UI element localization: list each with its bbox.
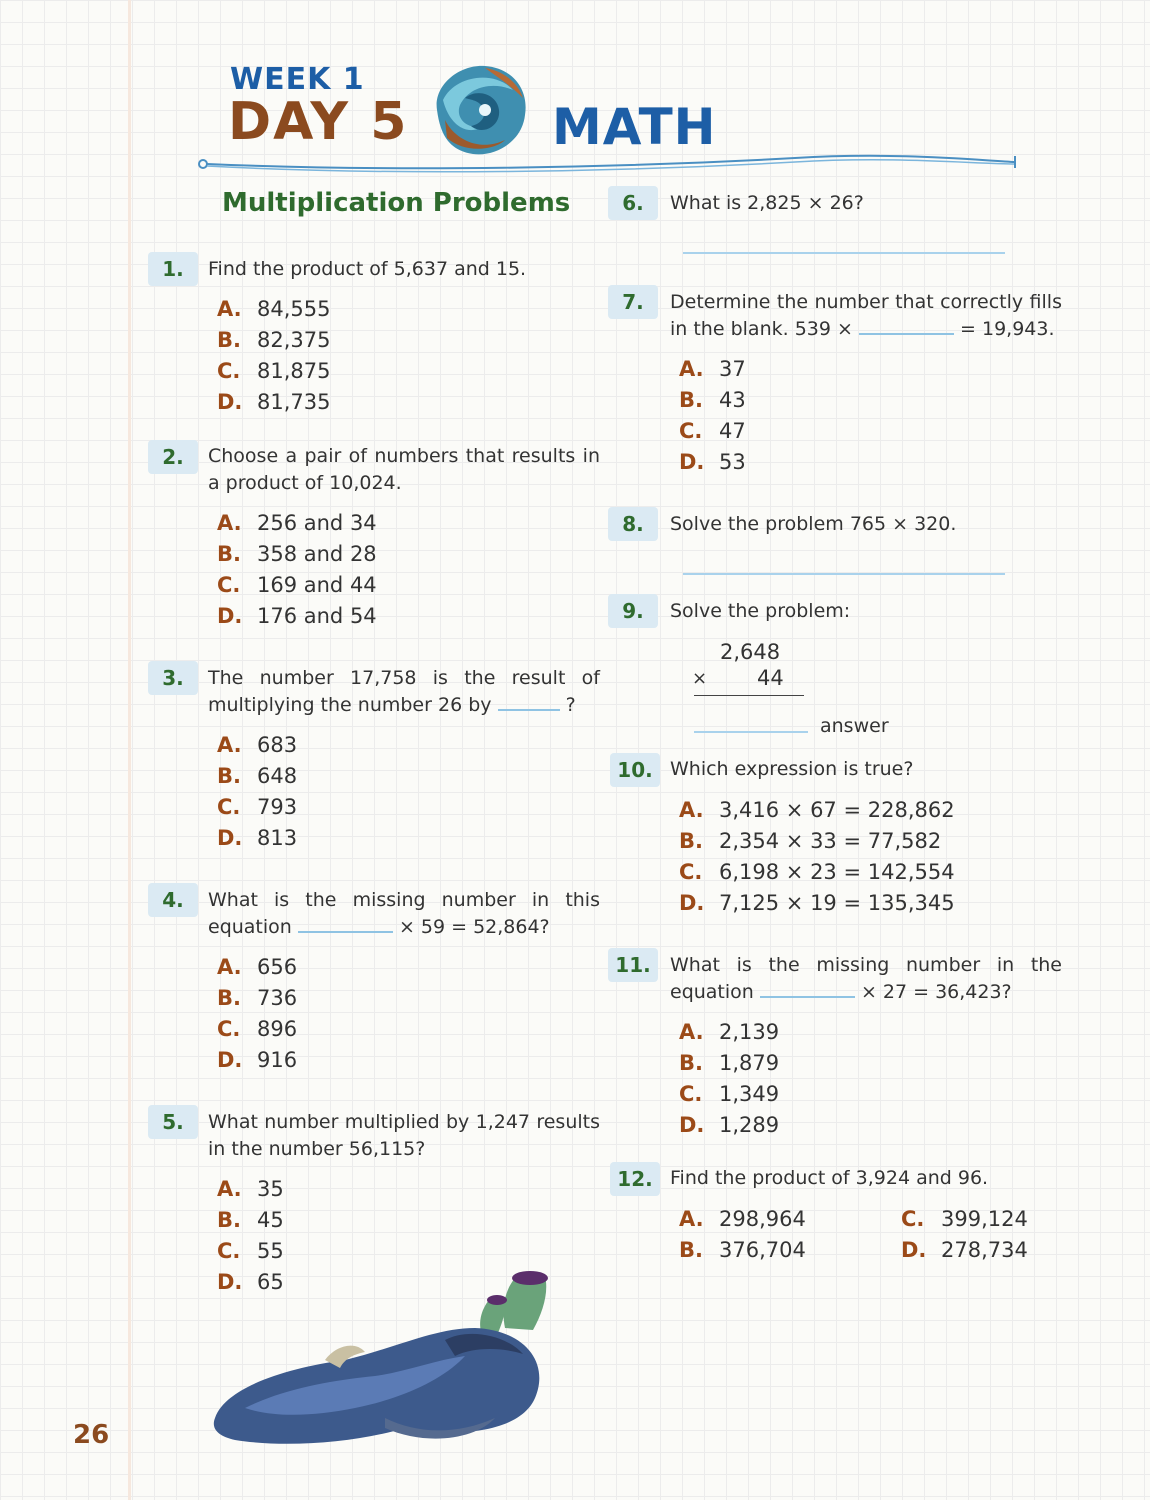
question-11-line1: What is the missing number in the	[670, 954, 1062, 976]
q2-option-a[interactable]	[217, 511, 377, 535]
option-value: 916	[257, 1048, 298, 1072]
q4-option-a[interactable]	[217, 955, 297, 979]
option-value: 7,125 × 19 = 135,345	[719, 891, 955, 915]
answer-line[interactable]	[683, 573, 1005, 575]
option-value: 278,734	[941, 1238, 1028, 1262]
option-letter: B.	[679, 1051, 703, 1075]
question-6-text: What is 2,825 × 26?	[670, 192, 864, 214]
q11-option-d[interactable]	[679, 1113, 779, 1137]
q9-answer-blank[interactable]	[694, 731, 808, 733]
option-value: 176 and 54	[257, 604, 377, 628]
q5-option-c[interactable]	[217, 1239, 284, 1263]
q7-option-b[interactable]	[679, 388, 746, 412]
question-7-line2-end: = 19,943.	[960, 318, 1055, 340]
q4-option-c[interactable]	[217, 1017, 297, 1041]
answer-blank[interactable]	[298, 931, 393, 933]
q12-option-d[interactable]	[901, 1238, 1028, 1262]
option-letter: C.	[901, 1207, 925, 1231]
answer-blank[interactable]	[760, 996, 855, 998]
option-letter: C.	[217, 1239, 241, 1263]
q11-option-b[interactable]	[679, 1051, 779, 1075]
option-letter: C.	[679, 1082, 703, 1106]
option-letter: B.	[679, 388, 703, 412]
option-value: 3,416 × 67 = 228,862	[719, 798, 955, 822]
option-letter: D.	[901, 1238, 927, 1262]
question-number-8: 8.	[608, 507, 658, 541]
q12-option-c[interactable]	[901, 1207, 1028, 1231]
q4-option-d[interactable]	[217, 1048, 297, 1072]
option-value: 65	[257, 1270, 284, 1294]
question-number-1: 1.	[148, 252, 198, 286]
option-letter: C.	[217, 573, 241, 597]
option-value: 6,198 × 23 = 142,554	[719, 860, 955, 884]
option-value: 683	[257, 733, 298, 757]
option-value: 1,349	[719, 1082, 780, 1106]
option-value: 896	[257, 1017, 298, 1041]
q12-option-b[interactable]	[679, 1238, 806, 1262]
option-value: 298,964	[719, 1207, 806, 1231]
q5-option-b[interactable]	[217, 1208, 284, 1232]
q7-option-a[interactable]	[679, 357, 746, 381]
question-4-line1: What is the missing number in this	[208, 889, 600, 911]
q3-option-b[interactable]	[217, 764, 297, 788]
q2-option-b[interactable]	[217, 542, 377, 566]
question-3-line2-end: ?	[565, 694, 576, 716]
question-number-10: 10.	[610, 753, 660, 787]
q9-bottom-number: 44	[757, 666, 784, 690]
q10-option-c[interactable]	[679, 860, 955, 884]
q4-option-b[interactable]	[217, 986, 297, 1010]
option-letter: D.	[217, 1270, 243, 1294]
option-letter: B.	[217, 764, 241, 788]
q1-option-b[interactable]	[217, 328, 330, 352]
question-4-line2-text: equation	[208, 916, 292, 938]
question-number-9: 9.	[608, 594, 658, 628]
question-5-line2: in the number 56,115?	[208, 1138, 426, 1160]
q10-option-a[interactable]	[679, 798, 955, 822]
option-letter: C.	[679, 860, 703, 884]
question-4-line2-end: × 59 = 52,864?	[398, 916, 550, 938]
question-5-line1: What number multiplied by 1,247 results	[208, 1111, 600, 1133]
day-label: DAY 5	[228, 92, 409, 152]
option-value: 53	[719, 450, 746, 474]
answer-line[interactable]	[683, 252, 1005, 254]
option-letter: A.	[217, 1177, 242, 1201]
option-letter: D.	[217, 826, 243, 850]
option-letter: C.	[217, 359, 241, 383]
option-value: 813	[257, 826, 298, 850]
question-3-line2	[208, 692, 576, 719]
page-margin-line	[128, 0, 131, 1500]
question-8-text: Solve the problem 765 × 320.	[670, 513, 957, 535]
option-letter: B.	[217, 542, 241, 566]
option-letter: D.	[679, 891, 705, 915]
question-9-text: Solve the problem:	[670, 600, 851, 622]
option-value: 358 and 28	[257, 542, 377, 566]
option-value: 47	[719, 419, 746, 443]
option-letter: B.	[217, 986, 241, 1010]
option-letter: B.	[679, 829, 703, 853]
option-letter: B.	[217, 328, 241, 352]
q3-option-d[interactable]	[217, 826, 297, 850]
q9-sum-line	[694, 695, 804, 696]
q9-top-number: 2,648	[720, 640, 781, 664]
option-letter: A.	[679, 798, 704, 822]
q3-option-a[interactable]	[217, 733, 297, 757]
q2-option-d[interactable]	[217, 604, 377, 628]
question-number-12: 12.	[610, 1162, 660, 1196]
option-letter: B.	[217, 1208, 241, 1232]
question-11-line2-text: equation	[670, 981, 754, 1003]
q10-option-d[interactable]	[679, 891, 955, 915]
option-value: 2,139	[719, 1020, 780, 1044]
option-value: 648	[257, 764, 298, 788]
page-number: 26	[73, 1420, 110, 1450]
option-letter: D.	[217, 1048, 243, 1072]
q1-option-d[interactable]	[217, 390, 330, 414]
option-value: 43	[719, 388, 746, 412]
header-wave-rule	[195, 150, 1020, 180]
option-value: 399,124	[941, 1207, 1028, 1231]
option-letter: A.	[217, 297, 242, 321]
option-value: 55	[257, 1239, 284, 1263]
option-letter: A.	[217, 955, 242, 979]
question-number-7: 7.	[608, 285, 658, 319]
option-value: 35	[257, 1177, 284, 1201]
q9-times-sign: ×	[692, 668, 708, 689]
q7-option-c[interactable]	[679, 419, 746, 443]
question-number-11: 11.	[608, 948, 658, 982]
question-7-line2-text: in the blank. 539 ×	[670, 318, 853, 340]
q11-option-c[interactable]	[679, 1082, 779, 1106]
q5-option-a[interactable]	[217, 1177, 284, 1201]
question-number-2: 2.	[148, 440, 198, 474]
option-value: 84,555	[257, 297, 331, 321]
q9-answer-label: answer	[820, 715, 889, 737]
option-value: 2,354 × 33 = 77,582	[719, 829, 942, 853]
option-value: 82,375	[257, 328, 331, 352]
subject-label: MATH	[552, 98, 717, 156]
option-value: 736	[257, 986, 298, 1010]
q12-option-a[interactable]	[679, 1207, 806, 1231]
option-value: 656	[257, 955, 298, 979]
option-value: 81,735	[257, 390, 331, 414]
question-3-line1: The number 17,758 is the result of	[208, 667, 600, 689]
option-value: 45	[257, 1208, 284, 1232]
question-7-line2	[670, 316, 1055, 343]
option-value: 376,704	[719, 1238, 806, 1262]
q11-option-a[interactable]	[679, 1020, 779, 1044]
question-number-6: 6.	[608, 186, 658, 220]
option-value: 1,879	[719, 1051, 780, 1075]
option-letter: A.	[679, 357, 704, 381]
option-value: 169 and 44	[257, 573, 377, 597]
question-number-5: 5.	[148, 1105, 198, 1139]
option-letter: D.	[679, 450, 705, 474]
option-value: 81,875	[257, 359, 331, 383]
planet-illustration	[425, 60, 535, 160]
q10-option-b[interactable]	[679, 829, 941, 853]
q2-option-c[interactable]	[217, 573, 377, 597]
question-7-line1: Determine the number that correctly fills	[670, 291, 1062, 313]
question-number-4: 4.	[148, 883, 198, 917]
question-1-text: Find the product of 5,637 and 15.	[208, 258, 527, 280]
sea-creature-illustration	[205, 1268, 585, 1458]
question-11-line2-end: × 27 = 36,423?	[860, 981, 1012, 1003]
answer-blank[interactable]	[498, 709, 560, 711]
option-letter: A.	[679, 1020, 704, 1044]
option-letter: A.	[217, 733, 242, 757]
option-letter: A.	[217, 511, 242, 535]
option-letter: D.	[217, 390, 243, 414]
week-label: WEEK 1	[230, 62, 365, 97]
option-letter: C.	[217, 1017, 241, 1041]
option-letter: D.	[679, 1113, 705, 1137]
option-letter: B.	[679, 1238, 703, 1262]
option-value: 1,289	[719, 1113, 780, 1137]
question-11-line2	[670, 979, 1012, 1006]
question-3-line2-text: multiplying the number 26 by	[208, 694, 492, 716]
option-letter: D.	[217, 604, 243, 628]
option-letter: C.	[217, 795, 241, 819]
question-number-3: 3.	[148, 661, 198, 695]
section-title: Multiplication Problems	[222, 188, 571, 218]
question-12-text: Find the product of 3,924 and 96.	[670, 1167, 989, 1189]
q3-option-c[interactable]	[217, 795, 297, 819]
option-value: 793	[257, 795, 298, 819]
q1-option-a[interactable]	[217, 297, 330, 321]
question-10-text: Which expression is true?	[670, 758, 914, 780]
answer-blank[interactable]	[859, 333, 954, 335]
q7-option-d[interactable]	[679, 450, 746, 474]
question-2-line1: Choose a pair of numbers that results in	[208, 445, 600, 467]
option-letter: C.	[679, 419, 703, 443]
option-value: 37	[719, 357, 746, 381]
question-2-line2: a product of 10,024.	[208, 472, 402, 494]
option-value: 256 and 34	[257, 511, 377, 535]
option-letter: A.	[679, 1207, 704, 1231]
q1-option-c[interactable]	[217, 359, 330, 383]
question-4-line2	[208, 914, 550, 941]
